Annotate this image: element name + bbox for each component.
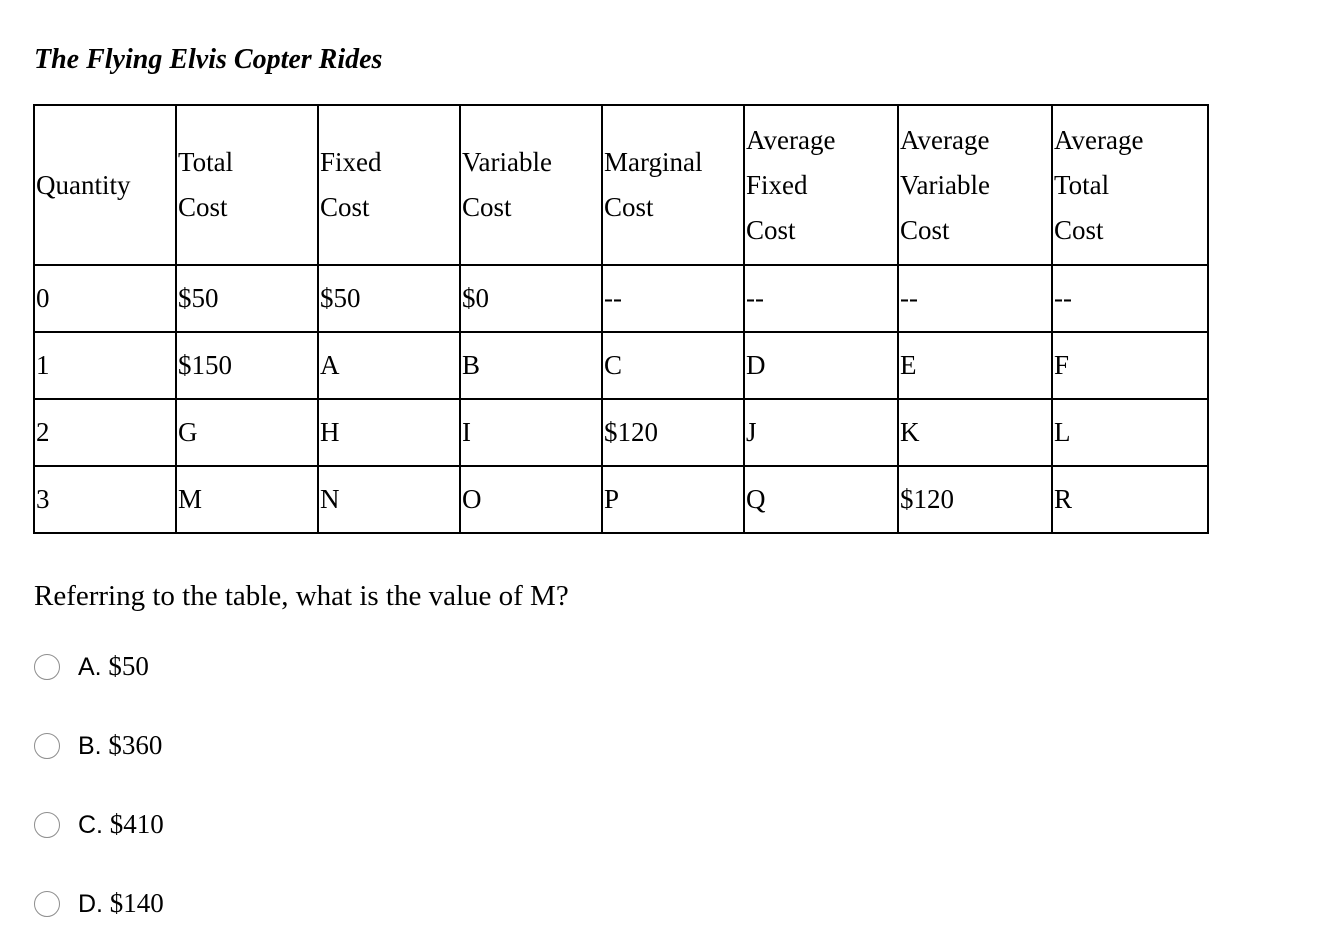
- header-line: Average: [1054, 124, 1144, 155]
- table-cell: $50: [318, 265, 460, 332]
- table-cell: --: [898, 265, 1052, 332]
- table-cell: C: [602, 332, 744, 399]
- table-cell: --: [602, 265, 744, 332]
- header-line: Quantity: [36, 169, 131, 200]
- table-cell: G: [176, 399, 318, 466]
- table-row: [34, 332, 1208, 399]
- option-label: [78, 888, 164, 919]
- header-line: Cost: [746, 214, 796, 245]
- table-row: [34, 265, 1208, 332]
- answer-option-a[interactable]: [34, 651, 149, 682]
- header-line: Total: [1054, 169, 1110, 200]
- option-letter: D.: [78, 890, 103, 918]
- option-letter: C.: [78, 811, 103, 839]
- table-cell: K: [898, 399, 1052, 466]
- header-line: Total: [178, 147, 234, 177]
- header-row: [34, 105, 1208, 265]
- table-cell: M: [176, 466, 318, 533]
- table-cell: 1: [34, 332, 176, 399]
- table-cell: $150: [176, 332, 318, 399]
- header-line: Cost: [178, 192, 228, 222]
- table-row: [34, 399, 1208, 466]
- table-row: [34, 466, 1208, 533]
- option-value: $410: [109, 809, 164, 839]
- header-average-fixed-cost: [744, 105, 898, 265]
- page-title: The Flying Elvis Copter Rides: [34, 44, 383, 75]
- option-value: $360: [108, 730, 163, 760]
- table-cell: R: [1052, 466, 1208, 533]
- table-cell: H: [318, 399, 460, 466]
- table-cell: Q: [744, 466, 898, 533]
- table-cell: I: [460, 399, 602, 466]
- header-line: Marginal: [604, 147, 703, 177]
- option-value: $140: [109, 888, 164, 918]
- table-cell: 2: [34, 399, 176, 466]
- table-cell: L: [1052, 399, 1208, 466]
- header-line: Cost: [462, 192, 512, 222]
- header-fixed-cost: [318, 105, 460, 265]
- answer-option-c[interactable]: [34, 809, 164, 840]
- option-label: [78, 809, 164, 840]
- table-cell: $50: [176, 265, 318, 332]
- header-line: Average: [746, 124, 836, 155]
- table-cell: A: [318, 332, 460, 399]
- header-line: Average: [900, 124, 990, 155]
- radio-button[interactable]: [34, 654, 60, 680]
- table-cell: 0: [34, 265, 176, 332]
- radio-button[interactable]: [34, 812, 60, 838]
- question-text: Referring to the table, what is the value of M?: [34, 580, 569, 612]
- table-cell: B: [460, 332, 602, 399]
- header-line: Fixed: [746, 169, 808, 200]
- table-cell: D: [744, 332, 898, 399]
- radio-button[interactable]: [34, 891, 60, 917]
- option-letter: B.: [78, 732, 102, 760]
- table-cell: F: [1052, 332, 1208, 399]
- header-line: Cost: [320, 192, 370, 222]
- table-cell: $0: [460, 265, 602, 332]
- option-value: $50: [108, 651, 149, 681]
- header-line: Variable: [462, 147, 552, 177]
- header-average-total-cost: [1052, 105, 1208, 265]
- header-line: Cost: [1054, 214, 1104, 245]
- table-cell: --: [744, 265, 898, 332]
- radio-button[interactable]: [34, 733, 60, 759]
- header-total-cost: [176, 105, 318, 265]
- table-cell: 3: [34, 466, 176, 533]
- table-cell: --: [1052, 265, 1208, 332]
- header-line: Fixed: [320, 147, 382, 177]
- answer-option-b[interactable]: [34, 730, 162, 761]
- option-letter: A.: [78, 653, 102, 681]
- option-label: [78, 730, 162, 761]
- header-average-variable-cost: [898, 105, 1052, 265]
- table-cell: E: [898, 332, 1052, 399]
- header-line: Cost: [604, 192, 654, 222]
- table-cell: $120: [898, 466, 1052, 533]
- header-line: Variable: [900, 169, 990, 200]
- header-variable-cost: [460, 105, 602, 265]
- table-cell: O: [460, 466, 602, 533]
- table-cell: J: [744, 399, 898, 466]
- answer-option-d[interactable]: [34, 888, 164, 919]
- option-label: [78, 651, 149, 682]
- header-quantity: [34, 105, 176, 265]
- table-cell: $120: [602, 399, 744, 466]
- header-marginal-cost: [602, 105, 744, 265]
- cost-table: [33, 104, 1209, 534]
- header-line: Cost: [900, 214, 950, 245]
- table-cell: P: [602, 466, 744, 533]
- table-cell: N: [318, 466, 460, 533]
